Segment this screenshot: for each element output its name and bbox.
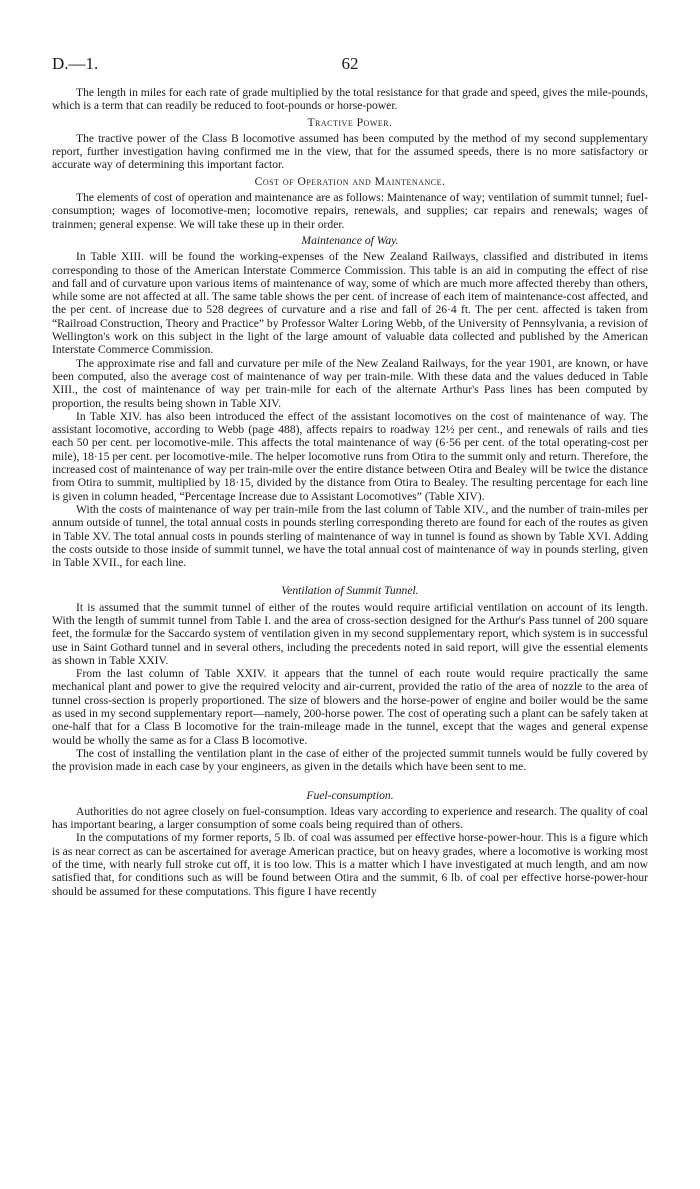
page-number: 62 bbox=[341, 54, 359, 73]
maintenance-paragraph-4: With the costs of maintenance of way per train-mile from the last column of Table XIV., and the number of train-miles per annum outside of tunnel, the total annual costs in pounds sterling corresponding thereto are found for each of the routes as given in Table XV. The total annual costs in pounds sterling of maintenance of way in tunnel is found as shown by Table XVI. Adding the costs outside to those inside of summit tunnel, we have the total annual cost of maintenance of way in pounds sterling, given in Table XVII., for each line. bbox=[52, 502, 648, 570]
page-header bbox=[52, 54, 648, 78]
subsection-heading-ventilation: Ventilation of Summit Tunnel. bbox=[281, 584, 419, 598]
section-heading-cost-of-operation: Cost of Operation and Maintenance. bbox=[254, 174, 446, 188]
document-reference: D.—1. bbox=[52, 54, 99, 73]
fuel-paragraph-1: Authorities do not agree closely on fuel-consumption. Ideas vary according to experience and research. The quality of coal has important bearing, a larger consumption of some coals being required than of others. bbox=[52, 804, 648, 832]
ventilation-paragraph-2: From the last column of Table XXIV. it appears that the tunnel of each route would require practically the same mechanical plant and power to give the required velocity and air-current, provided the ratio of the area of nozzle to the area of tunnel cross-section is properly proportioned. The size of blowers and the horse-power of engine and boiler would be the same as used in my second supplementary report—namely, 200-horse power. The cost of operating such a plant can be safely taken at one-half that for a Class B locomotive for the train-mileage made in the tunnel, except that the wages and general expense would be wholly the same as for a Class B locomotive. bbox=[52, 667, 648, 747]
ventilation-paragraph-3: The cost of installing the ventilation plant in the case of either of the projected summit tunnels would be fully covered by the provision made in each case by your engineers, as given in the details which have been sent to me. bbox=[52, 746, 648, 774]
intro-paragraph: The length in miles for each rate of grade multiplied by the total resistance for that grade and speed, gives the mile-pounds, which is a term that can readily be reduced to foot-pounds or horse-power. bbox=[52, 86, 648, 113]
spacer bbox=[52, 774, 648, 786]
maintenance-paragraph-1: In Table XIII. will be found the working-expenses of the New Zealand Railways, classified and distributed in items corresponding to those of the American Interstate Commerce Commission. This table is an aid in computing the effect of rise and fall and of curvature upon various items of maintenance of way, some of which are much more affected thereby than others, while some are not affected at all. The same table shows the per cent. of increase of each item of maintenance-cost affected, and the per cent. of increase due to 528 degrees of curvature and a rise and fall of 26·4 ft. The per cent. affected is taken from “Railroad Construction, Theory and Practice” by Professor Walter Loring Webb, of the University of Pennsylvania, a revision of Wellington's work on this subject in the light of the large amount of valuable data collected and published by the American Interstate Commerce Commission. bbox=[52, 250, 648, 357]
section-heading-tractive-power: Tractive Power. bbox=[307, 115, 393, 129]
ventilation-paragraph-1: It is assumed that the summit tunnel of either of the routes would require artificial ventilation on account of its length. With the length of summit tunnel from Table I. and the area of cross-section designed for the Arthur's Pass tunnel of 200 square feet, the formulæ for the Saccardo system of ventilation given in my second supplementary report, which system is in successful use in Saint Gothard tunnel and in several others, including the precedents noted in said report, will give the essential elements as shown in Table XXIV. bbox=[52, 600, 648, 667]
subsection-heading-maintenance-of-way: Maintenance of Way. bbox=[301, 233, 399, 247]
tractive-paragraph: The tractive power of the Class B locomotive assumed has been computed by the method of my second supplementary report, further investigation having confirmed me in the view, that for the assumed speeds, there is no more satisfactory or accurate way of determining this important factor. bbox=[52, 131, 648, 172]
cost-paragraph: The elements of cost of operation and maintenance are as follows: Maintenance of way; ventilation of summit tunnel; fuel-consumption; wages of locomotive-men; locomotive repairs, renewals, and supplies; car repairs and renewals; wages of trainmen; general expense. We will take these up in their order. bbox=[52, 191, 648, 231]
page-body bbox=[52, 86, 648, 898]
maintenance-paragraph-3: In Table XIV. has also been introduced the effect of the assistant locomotives on the cost of maintenance of way. The assistant locomotive, according to Webb (page 488), affects repairs to roadway 12½ per cent., and renewals of rails and ties each 50 per cent. per locomotive-mile. This affects the total maintenance of way (6·56 per cent. of the total operating-cost per mile), 18·15 per cent. per locomotive-mile. The helper locomotive runs from Otira to the summit only and return. Therefore, the increased cost of maintenance of way per train-mile over the entire distance between Otira and Bealey will be twice the distance from Otira to summit, multiplied by 18·15, divided by the distance from Otira to Bealey. The resulting percentage for each line is given in column headed, “Percentage Increase due to Assistant Locomotives” (Table XIV). bbox=[52, 409, 648, 503]
subsection-heading-fuel-consumption: Fuel-consumption. bbox=[306, 788, 394, 802]
maintenance-paragraph-2: The approximate rise and fall and curvature per mile of the New Zealand Railways, for the year 1901, are known, or have been computed, also the average cost of maintenance of way per train-mile. With these data and the values deduced in Table XIII., the cost of maintenance of way per train-mile for each of the alternate Arthur's Pass lines has been computed by proportion, the results being shown in Table XIV. bbox=[52, 356, 648, 410]
spacer bbox=[52, 569, 648, 581]
fuel-paragraph-2: In the computations of my former reports, 5 lb. of coal was assumed per effective horse-power-hour. This is a figure which is as near correct as can be ascertained for average American practice, but on heavy grades, where a locomotive is working most of the time, with nearly full stroke cut off, it is too low. This is a matter which I have investigated at much length, and am now satisfied that, for conditions such as will be found between Otira and the summit, 6 lb. of coal per effective horse-power-hour should be assumed for these computations. This figure I have recently bbox=[52, 831, 648, 898]
